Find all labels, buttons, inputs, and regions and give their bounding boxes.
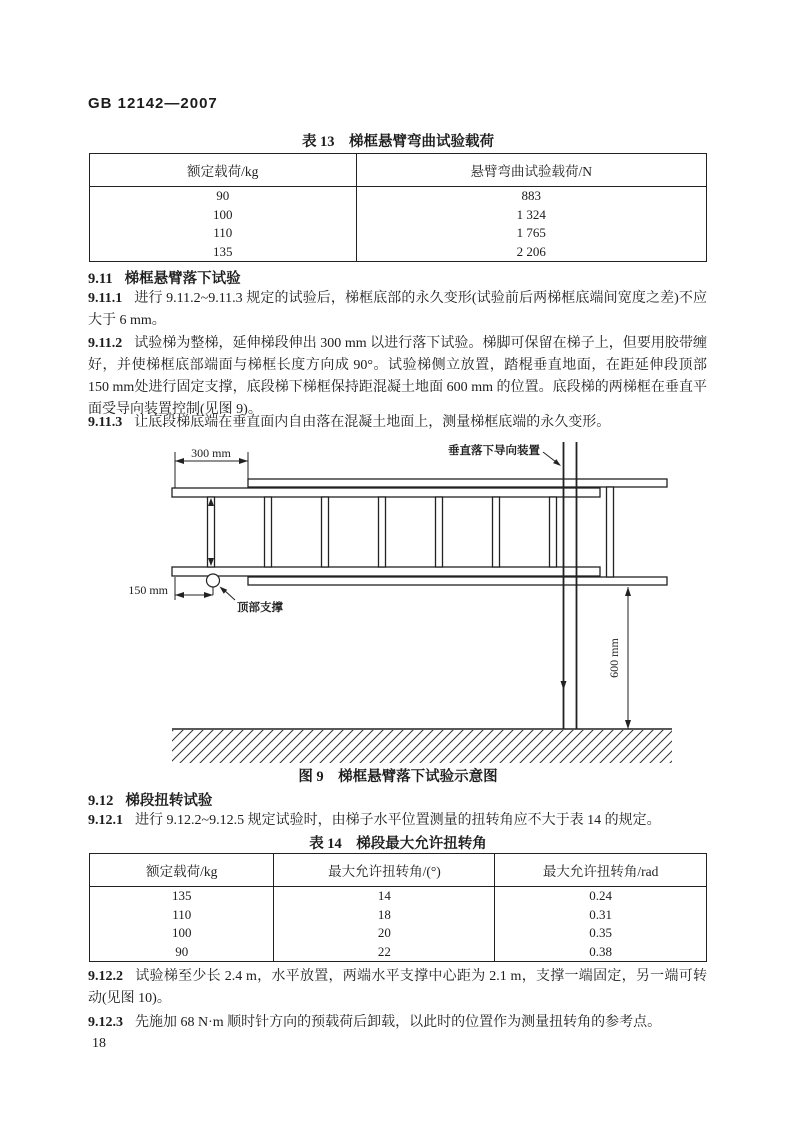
rung: [379, 497, 386, 567]
guide-leader-arrow: [543, 452, 561, 466]
clause-number: 9.11.3: [88, 415, 123, 430]
table13-title: 表 13 梯框悬臂弯曲试验载荷: [301, 134, 495, 150]
section-title: 梯段扭转试验: [125, 793, 213, 809]
rung: [265, 497, 272, 567]
top-support-label: 顶部支撑: [237, 602, 283, 614]
section-9-11-heading: [88, 267, 708, 288]
clause-number: 9.12.1: [88, 813, 123, 828]
dim-600-label: 600 mm: [607, 638, 621, 678]
base-bottom-rail: [172, 567, 600, 576]
table-cell: 883: [521, 188, 542, 204]
table-cell: 110: [90, 906, 274, 925]
ground-hatch: [172, 729, 672, 763]
rung: [436, 497, 443, 567]
table-row: [90, 187, 707, 206]
clause-text: 让底段梯底端在垂直面内自由落在混凝土地面上，测量梯框底端的永久变形。: [134, 415, 611, 430]
table14: [89, 853, 707, 962]
header-cell: 额定载荷/kg: [90, 154, 357, 187]
clause-text: 进行 9.12.2~9.12.5 规定试验时，由梯子水平位置测量的扭转角应不大于表 14 的规定。: [135, 813, 661, 828]
table-cell: 0.24: [589, 888, 613, 904]
table-cell: 0.38: [589, 943, 613, 959]
clause-number: 9.12.2: [88, 969, 123, 984]
header-cell: 最大允许扭转角/(°): [274, 854, 495, 887]
ladder: [172, 479, 667, 585]
table-cell: 1 765: [516, 225, 546, 241]
table-cell: 90: [90, 187, 357, 206]
table-row: [90, 924, 707, 943]
table-cell: 100: [90, 206, 357, 225]
figure9-diagram: [95, 428, 715, 768]
clause-number: 9.11.2: [88, 336, 123, 351]
clause-9-11-1: [88, 288, 707, 332]
table-cell: 1 324: [516, 206, 546, 222]
figure9-caption: 图 9 梯框悬臂落下试验示意图: [298, 769, 498, 785]
rung: [208, 497, 215, 567]
table-cell: 100: [90, 924, 274, 943]
clause-text: 试验梯至少长 2.4 m，水平放置，两端水平支撑中心距为 2.1 m，支撑一端固定，另一端可转动(见图 10)。: [88, 969, 707, 1006]
table14-title: 表 14 梯段最大允许扭转角: [309, 836, 487, 852]
base-top-rail: [172, 488, 600, 497]
table13: [89, 153, 707, 262]
header-cell: 最大允许扭转角/rad: [495, 854, 707, 887]
table-row: [90, 887, 707, 906]
clause-text: 进行 9.11.2~9.11.3 规定的试验后，梯框底部的永久变形(试验前后两梯框底端间宽度之差)不应大于 6 mm。: [88, 291, 707, 328]
table-cell: 135: [90, 887, 274, 906]
drop-direction-arrow: [561, 681, 567, 690]
dimension-600mm: [625, 587, 631, 729]
section-number: 9.11: [88, 271, 113, 287]
table-cell: 20: [274, 924, 495, 943]
rung: [550, 497, 557, 567]
table-cell: 90: [90, 943, 274, 962]
section-9-12-heading: [88, 789, 708, 810]
clause-number: 9.12.3: [88, 1015, 123, 1030]
section-number: 9.12: [88, 793, 114, 809]
clause-number: 9.11.1: [88, 291, 123, 306]
table-row: [90, 943, 707, 962]
doc-number: GB 12142—2007: [88, 95, 218, 112]
guide-device-label: 垂直落下导向装置: [448, 445, 540, 457]
table-row: [90, 243, 707, 262]
table-row: [90, 906, 707, 925]
section-title: 梯框悬臂落下试验: [124, 271, 241, 287]
header-cell: 悬臂弯曲试验载荷/N: [356, 154, 706, 187]
top-support-leader-arrow: [220, 587, 236, 601]
page-number: 18: [92, 1036, 106, 1051]
table-cell: 0.31: [589, 906, 613, 922]
table14-header-row: [90, 854, 707, 887]
rung: [607, 487, 614, 577]
extension-bottom-rail: [248, 577, 667, 585]
table-row: [90, 224, 707, 243]
table-cell: 135: [90, 243, 357, 262]
clause-text: 试验梯为整梯，延伸梯段伸出 300 mm 以进行落下试验。梯脚可保留在梯子上，但要用胶带缠好，并使梯框底部端面与梯框长度方向成 90°。试验梯侧立放置，踏棍垂直地面，在距延伸段顶部 150 mm处进行固定支撑，底段梯下梯框保持距混凝土地面 600 mm 的位置。底段梯的两梯框在垂直平面受导向装置控制(见图 9)。: [88, 336, 707, 417]
clause-9-11-2: [88, 333, 707, 421]
table-cell: 18: [274, 906, 495, 925]
table-cell: 22: [274, 943, 495, 962]
table-cell: 0.35: [589, 925, 613, 941]
dim-300-label: 300 mm: [191, 446, 231, 460]
table-cell: 14: [274, 887, 495, 906]
extension-top-rail: [248, 479, 667, 487]
clause-9-12-3: [88, 1012, 707, 1034]
table-row: [90, 206, 707, 225]
table-cell: 110: [90, 224, 357, 243]
clause-9-12-1: [88, 810, 707, 832]
table13-header-row: [90, 154, 707, 187]
dim-150-label: 150 mm: [128, 583, 168, 597]
table-cell: 2 206: [516, 243, 546, 259]
header-cell: 额定载荷/kg: [90, 854, 274, 887]
rung: [493, 497, 500, 567]
clause-text: 先施加 68 N·m 顺时针方向的预载荷后卸载，以此时的位置作为测量扭转角的参考点。: [135, 1015, 662, 1030]
top-support-circle: [207, 574, 220, 587]
clause-9-12-2: [88, 966, 707, 1010]
rung: [322, 497, 329, 567]
